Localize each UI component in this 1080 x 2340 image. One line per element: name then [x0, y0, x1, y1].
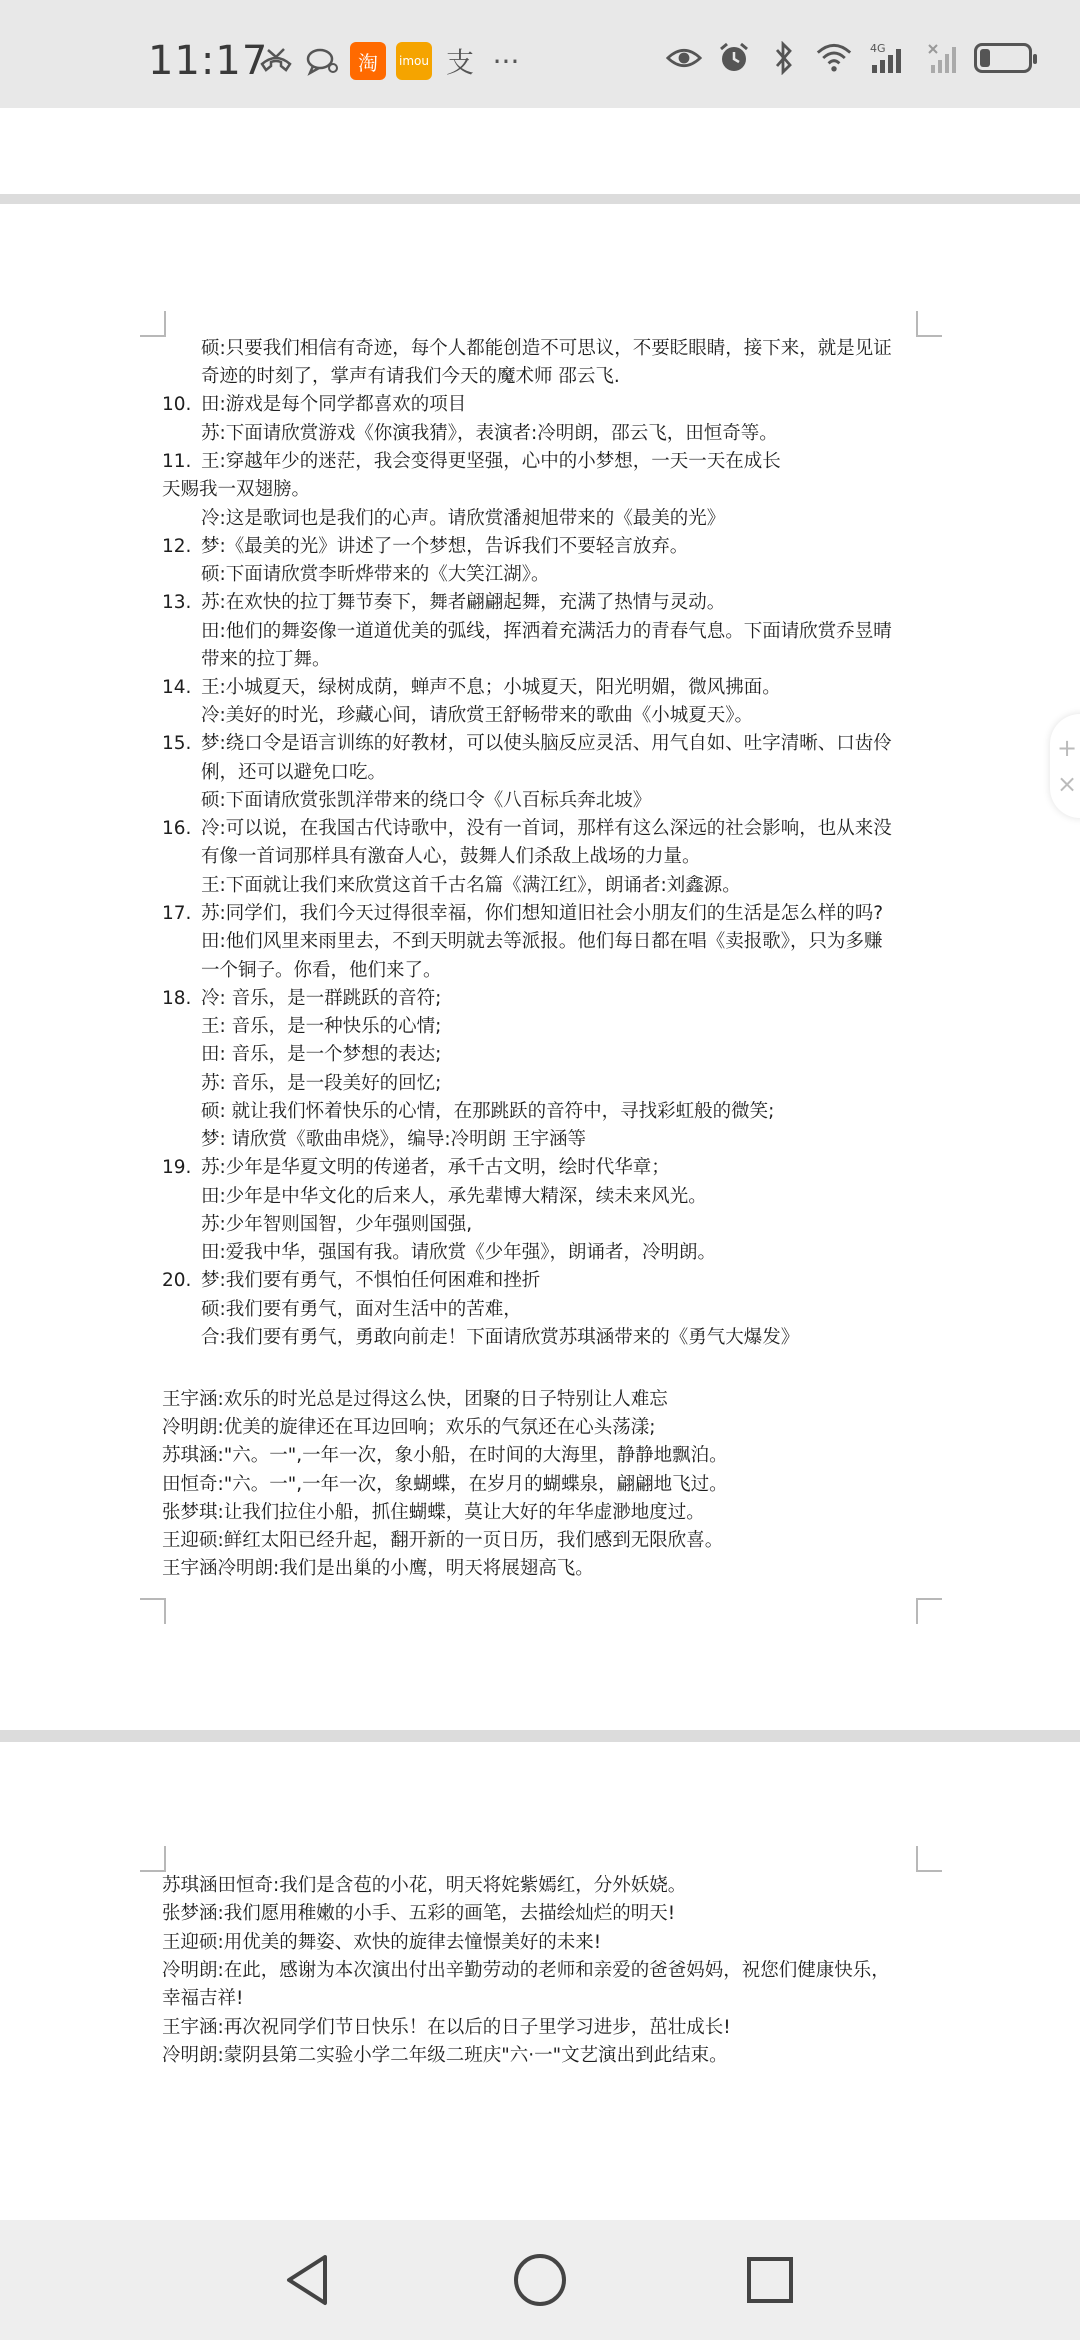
text-line: 冷明朗:蒙阴县第二实验小学二年级二班庆"六·一"文艺演出到此结束。 — [162, 2045, 728, 2066]
network-type-label: 4G — [870, 42, 886, 55]
text-line: 冷明朗:优美的旋律还在耳边回响；欢乐的气氛还在心头荡漾; — [162, 1417, 656, 1438]
text-line: 王宇涵:欢乐的时光总是过得这么快，团聚的日子特别让人难忘 — [162, 1389, 668, 1410]
text-line: 王:小城夏天，绿树成荫，蝉声不息；小城夏天，阳光明媚，微风拂面。 — [201, 677, 781, 698]
item-number: 11. — [162, 451, 192, 472]
item-number: 16. — [162, 818, 192, 839]
signal-icon-2 — [924, 40, 960, 76]
item-number: 12. — [162, 536, 192, 557]
text-line: 苏琪涵:"六。一",一年一次，象小船，在时间的大海里，静静地飘泊。 — [162, 1445, 728, 1466]
text-line: 王:穿越年少的迷茫，我会变得更坚强，心中的小梦想，一天一天在成长 — [201, 451, 781, 472]
back-icon — [283, 2253, 333, 2307]
system-icons — [666, 40, 1032, 76]
text-line: 苏:少年是华夏文明的传递者，承千古文明，绘时代华章； — [201, 1157, 670, 1178]
navigation-bar — [0, 2220, 1080, 2340]
missed-call-icon — [258, 43, 294, 79]
text-line: 一个铜子。你看，他们来了。 — [201, 960, 442, 981]
item-number: 17. — [162, 903, 192, 924]
text-line: 田: 音乐，是一个梦想的表达; — [201, 1044, 442, 1065]
text-line: 梦:绕口令是语言训练的好教材，可以使头脑反应灵活、用气自如、吐字清晰、口齿伶 — [201, 733, 892, 754]
text-line: 冷:可以说，在我国古代诗歌中，没有一首词，那样有这么深远的社会影响，也从来没 — [201, 818, 892, 839]
text-line: 王迎硕:用优美的舞姿、欢快的旋律去憧憬美好的未来! — [162, 1932, 602, 1953]
text-line: 梦: 请欣赏《歌曲串烧》，编导:冷明朗 王宇涵等 — [201, 1129, 586, 1150]
text-line: 田:游戏是每个同学都喜欢的项目 — [201, 394, 467, 415]
page-corner-mark — [916, 1846, 942, 1872]
text-line: 田:他们风里来雨里去，不到天明就去等派报。他们每日都在唱《卖报歌》，只为多赚 — [201, 931, 883, 952]
text-line: 有像一首词那样具有激奋人心，鼓舞人们杀敌上战场的力量。 — [201, 846, 701, 867]
text-line: 田:少年是中华文化的后来人，承先辈博大精深，续未来风光。 — [201, 1186, 707, 1207]
imou-app-icon: imou — [396, 42, 432, 80]
text-line: 苏:下面请欣赏游戏《你演我猜》，表演者:冷明朗，邵云飞，田恒奇等。 — [201, 423, 778, 444]
status-bar — [0, 0, 1080, 108]
text-line: 田:他们的舞姿像一道道优美的弧线，挥洒着充满活力的青春气息。下面请欣赏乔昱晴 — [201, 621, 892, 642]
text-line: 幸福吉祥! — [162, 1988, 244, 2009]
text-line: 硕:只要我们相信有奇迹，每个人都能创造不可思议，不要眨眼睛，接下来，就是见证 — [201, 338, 892, 359]
text-line: 冷: 音乐，是一群跳跃的音符; — [201, 988, 442, 1009]
page-corner-mark — [916, 311, 942, 337]
item-number: 19. — [162, 1157, 192, 1178]
chat-icon — [304, 43, 340, 79]
wifi-icon — [816, 40, 852, 76]
text-line: 苏: 音乐，是一段美好的回忆; — [201, 1073, 442, 1094]
eye-icon — [666, 40, 702, 76]
text-line: 王: 音乐，是一种快乐的心情; — [201, 1016, 442, 1037]
text-line: 苏:同学们，我们今天过得很幸福，你们想知道旧社会小朋友们的生活是怎么样的吗? — [201, 903, 884, 924]
text-line: 田:爱我中华，强国有我。请欣赏《少年强》，朗诵者，冷明朗。 — [201, 1242, 716, 1263]
text-line: 梦:《最美的光》讲述了一个梦想，告诉我们不要轻言放弃。 — [201, 536, 689, 557]
text-line: 冷:这是歌词也是我们的心声。请欣赏潘昶旭带来的《最美的光》 — [201, 508, 726, 529]
text-line: 硕:下面请欣赏张凯洋带来的绕口令《八百标兵奔北坡》 — [201, 790, 652, 811]
text-line: 张梦涵:我们愿用稚嫩的小手、五彩的画笔，去描绘灿烂的明天! — [162, 1903, 676, 1924]
notification-icons — [258, 42, 524, 80]
text-line: 带来的拉丁舞。 — [201, 649, 331, 670]
text-line: 苏:少年智则国智，少年强则国强, — [201, 1214, 473, 1235]
alarm-icon — [716, 40, 752, 76]
document-page-2 — [0, 1742, 1080, 2220]
text-line: 硕:下面请欣赏李昕烨带来的《大笑江湖》。 — [201, 564, 550, 585]
text-line: 硕:我们要有勇气，面对生活中的苦难， — [201, 1299, 522, 1320]
bluetooth-icon — [766, 40, 802, 76]
text-line: 冷:美好的时光，珍藏心间，请欣赏王舒畅带来的歌曲《小城夏天》。 — [201, 705, 753, 726]
text-line: 冷明朗:在此，感谢为本次演出付出辛勤劳动的老师和亲爱的爸爸妈妈，祝您们健康快乐， — [162, 1960, 890, 1981]
close-icon: × — [1056, 770, 1078, 798]
item-number: 15. — [162, 733, 192, 754]
text-line: 王迎硕:鲜红太阳已经升起，翻开新的一页日历，我们感到无限欣喜。 — [162, 1530, 724, 1551]
alipay-icon: 支 — [445, 46, 474, 79]
text-line: 张梦琪:让我们拉住小船，抓住蝴蝶，莫让大好的年华虚渺地度过。 — [162, 1502, 705, 1523]
recents-icon — [745, 2255, 795, 2305]
item-number: 14. — [162, 677, 192, 698]
plus-icon: + — [1056, 734, 1078, 762]
text-line: 梦:我们要有勇气，不惧怕任何困难和挫折 — [201, 1270, 541, 1291]
text-line: 王宇涵:再次祝同学们节日快乐！在以后的日子里学习进步，茁壮成长! — [162, 2017, 731, 2038]
text-line: 俐，还可以避免口吃。 — [201, 762, 387, 783]
text-line: 王宇涵冷明朗:我们是出巢的小鹰，明天将展翅高飞。 — [162, 1558, 594, 1579]
item-number: 10. — [162, 394, 192, 415]
floating-side-tab[interactable] — [1050, 714, 1080, 818]
text-line: 硕: 就让我们怀着快乐的心情，在那跳跃的音符中，寻找彩虹般的微笑; — [201, 1101, 775, 1122]
text-line: 田恒奇:"六。一",一年一次，象蝴蝶，在岁月的蝴蝶泉，翩翩地飞过。 — [162, 1474, 728, 1495]
text-line: 苏:在欢快的拉丁舞节奏下，舞者翩翩起舞，充满了热情与灵动。 — [201, 592, 726, 613]
text-line: 王:下面就让我们来欣赏这首千古名篇《满江红》，朗诵者:刘鑫源。 — [201, 875, 741, 896]
page-corner-mark — [140, 1598, 166, 1624]
text-line: 合:我们要有勇气，勇敢向前走！下面请欣赏苏琪涵带来的《勇气大爆发》 — [201, 1327, 800, 1348]
item-number: 13. — [162, 592, 192, 613]
item-number: 20. — [162, 1270, 192, 1291]
signal-icon — [866, 40, 910, 76]
battery-icon — [974, 43, 1032, 73]
page-corner-mark — [916, 1598, 942, 1624]
document-page-top — [0, 108, 1080, 194]
page-corner-mark — [140, 311, 166, 337]
home-icon — [512, 2252, 568, 2308]
back-button[interactable] — [278, 2250, 338, 2310]
more-icon: ··· — [492, 44, 520, 78]
document-page — [0, 204, 1080, 1730]
text-line: 天赐我一双翅膀。 — [162, 479, 311, 500]
text-line: 奇迹的时刻了，掌声有请我们今天的魔术师 邵云飞. — [201, 366, 620, 387]
taobao-app-icon: 淘 — [350, 42, 386, 80]
recents-button[interactable] — [740, 2250, 800, 2310]
page-corner-mark — [140, 1846, 166, 1872]
home-button[interactable] — [510, 2250, 570, 2310]
text-line: 苏琪涵田恒奇:我们是含苞的小花，明天将姹紫嫣红，分外妖娆。 — [162, 1875, 687, 1896]
item-number: 18. — [162, 988, 192, 1009]
clock: 11:17 — [148, 38, 269, 84]
